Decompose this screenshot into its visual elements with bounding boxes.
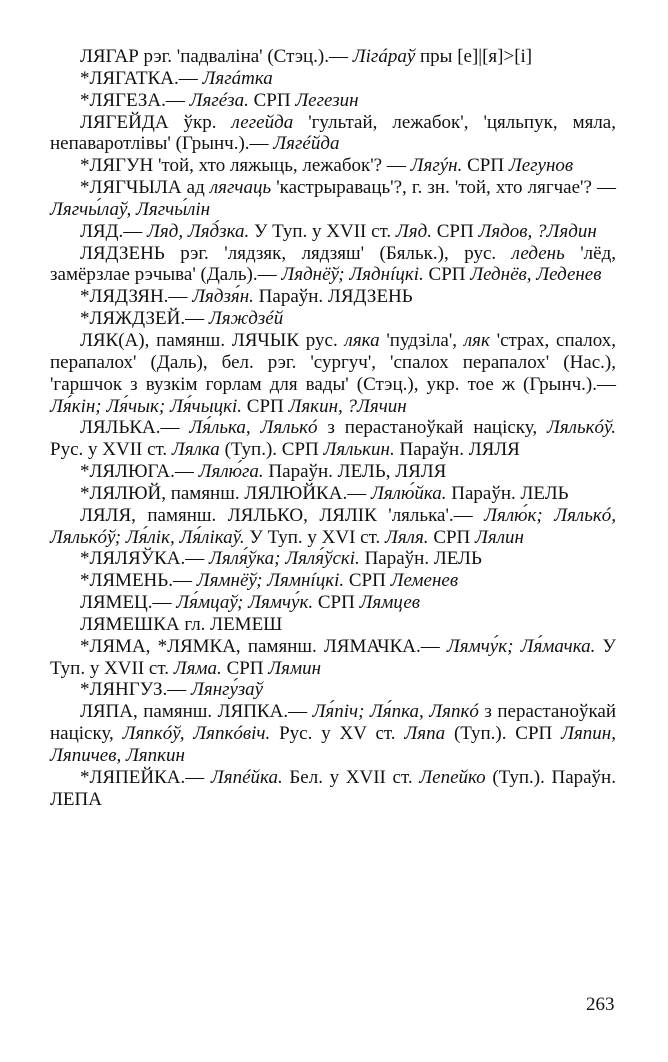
- entry-italic-text: Легунов: [508, 155, 574, 177]
- entry-text: Параўн. ЛЕЛЬ: [446, 482, 569, 504]
- entry-italic-text: ляка: [344, 329, 380, 351]
- dictionary-entry: [50, 221, 616, 243]
- entry-text: Бел. у XVII ст.: [282, 766, 420, 788]
- dictionary-entry: [50, 483, 616, 505]
- entry-text: Параўн. ЛЕЛЬ: [359, 548, 482, 570]
- entry-text: *ЛЯМЕНЬ.—: [80, 570, 197, 592]
- entry-italic-text: Ляднёў; Ляднíцкі.: [281, 264, 424, 286]
- dictionary-entry: [50, 461, 616, 483]
- entry-list: [50, 46, 616, 811]
- entry-text: *ЛЯГЕЗА.—: [80, 89, 190, 111]
- entry-italic-text: Легезин: [295, 89, 359, 111]
- entry-text: СРП: [344, 570, 391, 592]
- entry-italic-text: Лядзя́н.: [192, 286, 254, 308]
- dictionary-entry: [50, 679, 616, 701]
- entry-italic-text: Ляля́ўка; Ляля́ўскі.: [208, 548, 360, 570]
- entry-italic-text: Лялю́га.: [198, 461, 264, 483]
- dictionary-entry: [50, 243, 616, 287]
- entry-italic-text: легейда: [231, 111, 294, 133]
- dictionary-entry: [50, 90, 616, 112]
- entry-text: Параўн. ЛЯЛЯ: [394, 439, 520, 461]
- entry-italic-text: Лялю́к; Лялькó, Лялькóў; Ля́лік, Ля́лікаў.: [50, 504, 616, 548]
- entry-text: з перастаноўкай націску,: [50, 701, 617, 745]
- entry-italic-text: Леменев: [390, 570, 459, 592]
- entry-italic-text: Лямин: [268, 657, 322, 679]
- entry-italic-text: Лямнёў; Лямнíцкі.: [196, 570, 345, 592]
- entry-text: пры [e]|[я]>[i]: [415, 46, 533, 67]
- entry-italic-text: Ляд, Ляд́зка.: [147, 220, 250, 242]
- entry-italic-text: Ляпкóў, Ляпкóвіч.: [122, 723, 271, 745]
- entry-text: ЛЯПА, памянш. ЛЯПКА.—: [80, 701, 313, 723]
- entry-text: *ЛЯГЧЫЛА ад: [80, 177, 210, 199]
- entry-text: СРП: [431, 220, 479, 242]
- entry-italic-text: Ляпин, Ляпичев, Ляпкин: [50, 723, 616, 766]
- entry-italic-text: Лямцев: [359, 592, 421, 614]
- entry-italic-text: Лягéза.: [189, 89, 249, 111]
- dictionary-entry: [50, 548, 616, 570]
- entry-italic-text: Ляд.: [395, 220, 432, 242]
- page-number: 263: [586, 994, 615, 1015]
- entry-text: *ЛЯЛЯЎКА.—: [80, 548, 209, 570]
- entry-italic-text: Ляля.: [384, 526, 429, 548]
- entry-text: 'гультай, лежабок', 'цяльпук, мяла, непаваротлівы' (Грынч.).—: [50, 111, 616, 155]
- entry-text: У Туп. у XVI ст.: [244, 526, 385, 548]
- entry-text: (Туп.). СРП: [219, 439, 324, 461]
- entry-text: Рус. у XVII ст.: [50, 439, 172, 461]
- entry-italic-text: Лягчы́лаў, Лягчы́лін: [50, 198, 211, 220]
- entry-text: СРП: [428, 526, 476, 548]
- entry-italic-text: ледень: [511, 242, 565, 264]
- dictionary-entry: [50, 68, 616, 90]
- entry-text: *ЛЯЖДЗЕЙ.—: [80, 308, 209, 330]
- entry-text: (Туп.). Параўн. ЛЕПА: [50, 766, 616, 810]
- entry-text: Параўн. ЛЯДЗЕНЬ: [253, 286, 413, 308]
- entry-italic-text: ляк: [463, 329, 490, 351]
- entry-italic-text: Лякин, ?Лячин: [288, 395, 407, 417]
- entry-italic-text: Ляждзéй: [208, 308, 284, 330]
- entry-text: ЛЯД.—: [80, 220, 148, 242]
- entry-text: ЛЯГЕЙДА ўкр.: [80, 111, 232, 133]
- entry-text: ЛЯДЗЕНЬ рэг. 'лядзяк, лядзяш' (Бяльк.), рус.: [80, 242, 512, 264]
- entry-italic-text: Лялькин.: [323, 439, 395, 461]
- entry-italic-text: Лялин: [475, 526, 524, 548]
- entry-text: ЛЯМЕШКА гл. ЛЕМЕШ: [80, 613, 283, 635]
- entry-italic-text: Ляма.: [173, 657, 222, 679]
- dictionary-entry: [50, 330, 616, 417]
- entry-italic-text: Лягéйда: [273, 133, 340, 155]
- entry-text: *ЛЯДЗЯН.—: [80, 286, 193, 308]
- entry-text: ЛЯЛЬКА.—: [80, 417, 190, 439]
- dictionary-entry: [50, 636, 616, 680]
- entry-italic-text: Лягáтка: [202, 67, 273, 89]
- entry-text: Параўн. ЛЕЛЬ, ЛЯЛЯ: [263, 461, 447, 483]
- entry-text: Рус. у XV ст.: [270, 723, 405, 745]
- entry-text: ЛЯГАР рэг. 'падваліна' (Стэц.).—: [80, 46, 353, 67]
- entry-italic-text: Лялю́йка.: [370, 482, 447, 504]
- entry-text: СРП: [221, 657, 269, 679]
- dictionary-entry: [50, 592, 616, 614]
- entry-italic-text: Леднёв, Леденев: [470, 264, 602, 286]
- dictionary-entry: [50, 505, 616, 549]
- entry-text: ЛЯЛЯ, памянш. ЛЯЛЬКО, ЛЯЛІК 'лялька'.—: [80, 504, 485, 526]
- entry-italic-text: Лягýн.: [410, 155, 463, 177]
- entry-text: У Туп. у XVII ст.: [249, 220, 396, 242]
- entry-text: *ЛЯПЕЙКА.—: [80, 766, 211, 788]
- entry-text: *ЛЯЛЮГА.—: [80, 461, 199, 483]
- entry-text: СРП: [248, 89, 296, 111]
- entry-text: СРП: [462, 155, 509, 177]
- entry-text: *ЛЯГУН 'той, хто ляжыць, лежабок'? —: [80, 155, 411, 177]
- entry-text: з перастаноўкай націску,: [317, 417, 547, 439]
- dictionary-entry: [50, 417, 616, 461]
- entry-text: 'лёд, замёрзлае рэчыва' (Даль).—: [50, 242, 617, 286]
- dictionary-entry: [50, 286, 616, 308]
- entry-text: СРП: [423, 264, 471, 286]
- dictionary-entry: [50, 701, 616, 767]
- entry-text: СРП: [313, 592, 360, 614]
- entry-text: У Туп. у XVII ст.: [50, 635, 617, 679]
- entry-italic-text: Ляпéйка.: [210, 766, 283, 788]
- entry-italic-text: Ля́піч; Ля́пка, Ляпкó: [312, 701, 479, 723]
- entry-italic-text: лягчаць: [209, 177, 272, 199]
- entry-italic-text: Лепейко: [419, 766, 486, 788]
- entry-text: 'пудзіла',: [379, 329, 464, 351]
- entry-italic-text: Ляпа: [404, 723, 446, 745]
- entry-text: ЛЯМЕЦ.—: [80, 592, 177, 614]
- entry-text: 'кастрыраваць'?, г. зн. 'той, хто лягчае'? —: [271, 177, 616, 199]
- dictionary-entry: [50, 308, 616, 330]
- dictionary-entry: [50, 46, 616, 68]
- entry-italic-text: Ля́кін; Ля́чык; Ля́чыцкі.: [50, 395, 243, 417]
- entry-italic-text: Лялькóў.: [546, 417, 616, 439]
- dictionary-entry: [50, 570, 616, 592]
- dictionary-entry: [50, 614, 616, 636]
- entry-italic-text: Лямчу́к; Ля́мачка.: [446, 635, 596, 657]
- entry-text: *ЛЯМА, *ЛЯМКА, памянш. ЛЯМАЧКА.—: [80, 635, 447, 657]
- entry-text: (Туп.). СРП: [445, 723, 562, 745]
- entry-text: ЛЯК(А), памянш. ЛЯЧЫК рус.: [80, 329, 345, 351]
- dictionary-entry: [50, 767, 616, 811]
- entry-italic-text: Ля́лька, Лялькó: [189, 417, 318, 439]
- entry-text: СРП: [242, 395, 289, 417]
- entry-italic-text: Лялка: [171, 439, 220, 461]
- dictionary-entry: [50, 177, 616, 221]
- dictionary-entry: [50, 155, 616, 177]
- entry-italic-text: Ля́мцаў; Лямчу́к.: [176, 592, 314, 614]
- entry-italic-text: Лігáраў: [352, 46, 416, 67]
- entry-italic-text: Лянгу́заў: [191, 679, 264, 701]
- dictionary-entry: [50, 112, 616, 156]
- entry-text: *ЛЯЛЮЙ, памянш. ЛЯЛЮЙКА.—: [80, 482, 371, 504]
- entry-italic-text: Лядов, ?Лядин: [478, 220, 597, 242]
- entry-text: 'страх, спалох, перапалох' (Даль), бел. рэг. 'сургуч', 'спалох перапалох' (Нас.), 'гаршчок з вузкім горлам для вады' (Стэц.), укр. тое ж (Грынч.).—: [50, 329, 616, 395]
- entry-text: *ЛЯГАТКА.—: [80, 67, 203, 89]
- entry-text: *ЛЯНГУЗ.—: [80, 679, 191, 701]
